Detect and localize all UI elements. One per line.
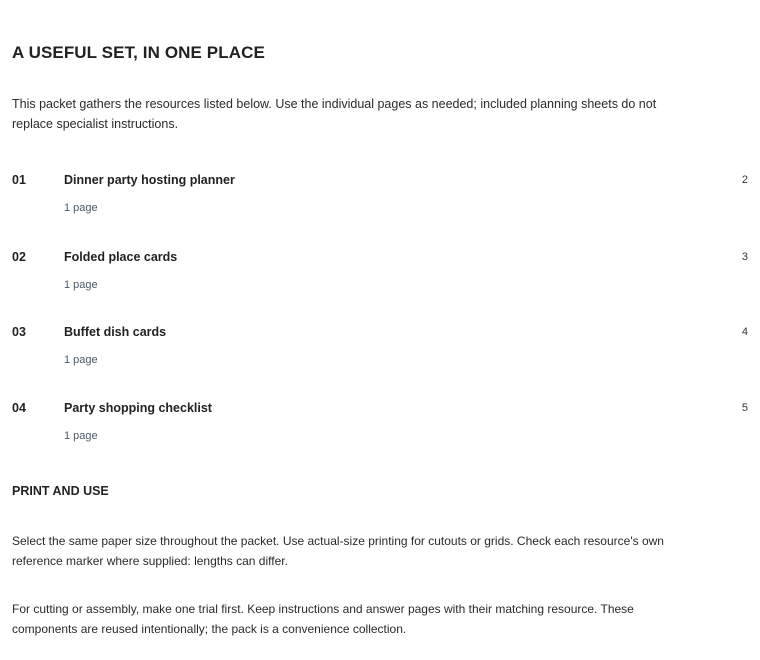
contents-item-place-cards	[12, 250, 748, 300]
item-title: Dinner party hosting planner	[64, 173, 235, 187]
contents-item-shopping-checklist	[12, 401, 748, 451]
contents-item-hosting-planner	[12, 173, 748, 223]
item-title: Folded place cards	[64, 250, 178, 264]
item-page-count: 1 page	[64, 202, 98, 214]
print-section-heading: PRINT AND USE	[12, 484, 109, 498]
item-number: 01	[12, 173, 26, 187]
page-title: A USEFUL SET, IN ONE PLACE	[12, 43, 265, 62]
item-title: Party shopping checklist	[64, 401, 212, 415]
item-title: Buffet dish cards	[64, 325, 167, 339]
print-paragraph-paper: Select the same paper size throughout the packet. Use actual-size printing for cutouts or grids. Check each resource's own reference marker where supplied: lengths can differ.	[12, 534, 664, 568]
item-page-count: 1 page	[64, 279, 98, 291]
intro-text: This packet gathers the resources listed below. Use the individual pages as needed; included planning sheets do not replace specialist instructions.	[12, 97, 657, 131]
item-page-number: 4	[741, 326, 748, 338]
item-page-number: 5	[741, 402, 748, 414]
item-number: 04	[12, 401, 26, 415]
item-number: 02	[12, 250, 26, 264]
item-page-number: 3	[741, 251, 748, 263]
item-page-count: 1 page	[64, 430, 98, 442]
item-page-number: 2	[741, 174, 748, 186]
contents-item-buffet-cards	[12, 325, 748, 375]
item-number: 03	[12, 325, 26, 339]
item-page-count: 1 page	[64, 354, 98, 366]
print-paragraph-assembly: For cutting or assembly, make one trial first. Keep instructions and answer pages with their matching resource. These components are reused intentionally; the pack is a convenience collection.	[12, 602, 634, 636]
